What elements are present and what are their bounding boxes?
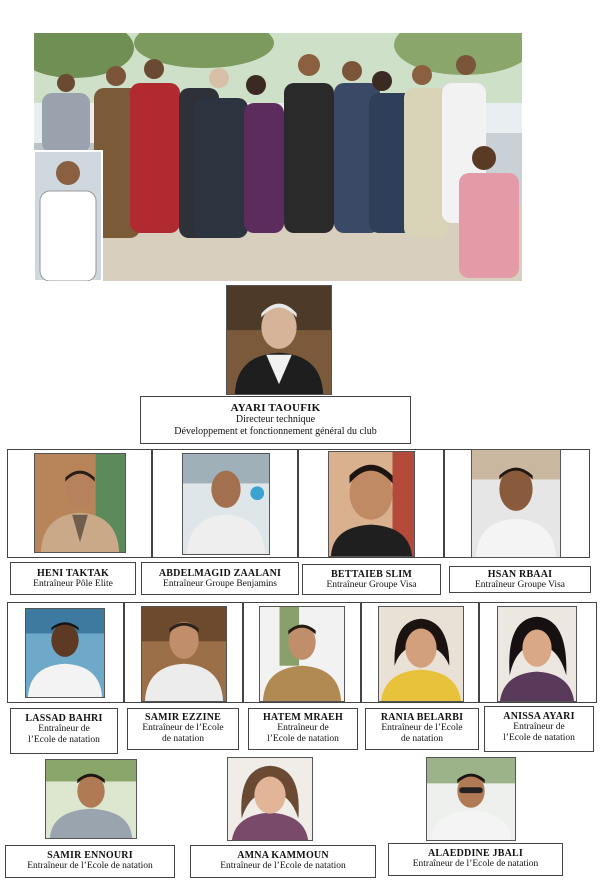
coach-label-3 — [302, 564, 441, 595]
coach-role: Entraîneur Pôle Elite — [33, 579, 113, 590]
coach-label-5 — [10, 708, 118, 754]
coach-label-9 — [484, 706, 594, 752]
coach-label-1 — [10, 562, 136, 595]
coach-role-line1: Entraîneur de l’Ecole — [142, 723, 224, 734]
coach-name: ABDELMAGID ZAALANI — [158, 568, 282, 579]
coach-photo-hatem-mraeh — [259, 606, 345, 702]
group-photo — [34, 33, 522, 281]
coach-name: ALAEDDINE JBALI — [428, 848, 523, 859]
coach-role: Entraîneur Groupe Visa — [474, 580, 565, 591]
coach-name: AMNA KAMMOUN — [237, 850, 329, 861]
director-role-line1: Directeur technique — [235, 414, 316, 426]
coach-role-line1: Entraîneur de — [277, 723, 329, 734]
coach-photo-alaeddine-jbali — [426, 757, 516, 841]
coach-label-12 — [388, 843, 563, 876]
coach-photo-anissa-ayari — [497, 606, 577, 702]
coach-name: HENI TAKTAK — [37, 568, 109, 579]
coach-role-line2: de natation — [401, 733, 443, 744]
coach-role-line2: l’Ecole de natation — [503, 732, 575, 743]
coach-name: LASSAD BAHRI — [25, 713, 103, 724]
coach-role-line2: l’Ecole de natation — [28, 734, 100, 745]
coach-role: Entraîneur Groupe Benjamins — [163, 579, 277, 590]
coach-label-2 — [141, 562, 299, 595]
coach-role: Entraîneur de l’Ecole de natation — [220, 861, 346, 872]
coach-name: RANIA BELARBI — [380, 712, 464, 723]
coach-role-line1: Entraîneur de — [38, 724, 90, 735]
coach-photo-amna-kammoun — [227, 757, 313, 841]
coach-role-line1: Entraîneur de — [513, 722, 565, 733]
coach-role: Entraîneur de l’Ecole de natation — [412, 859, 539, 870]
coach-name: BETTAIEB SLIM — [330, 569, 413, 580]
coach-role: Entraîneur de l’Ecole de natation — [27, 861, 153, 872]
coach-name: HSAN RBAAI — [487, 569, 553, 580]
coach-name: SAMIR ENNOURI — [47, 850, 133, 861]
coach-photo-samir-ezzine — [141, 606, 227, 702]
director-photo — [226, 285, 332, 395]
coach-role-line2: l’Ecole de natation — [267, 733, 339, 744]
coach-photo-bettaieb-slim — [328, 451, 415, 557]
coach-label-7 — [248, 708, 358, 750]
coach-photo-heni-taktak — [34, 453, 126, 553]
coach-photo-hsan-rbaai — [471, 449, 561, 558]
coach-photo-abdelmagid-zaalani — [182, 453, 270, 555]
coach-name: ANISSA AYARI — [503, 711, 575, 722]
coach-photo-rania-belarbi — [378, 606, 464, 702]
coach-role-line1: Entraîneur de l’Ecole — [381, 723, 463, 734]
director-name: AYARI TAOUFIK — [230, 402, 321, 414]
director-label — [140, 396, 411, 444]
coach-label-4 — [449, 566, 591, 593]
director-role-line2: Développement et fonctionnement général du club — [174, 425, 377, 437]
coach-label-11 — [190, 845, 376, 878]
coach-label-6 — [127, 708, 239, 750]
coach-photo-lassad-bahri — [25, 608, 105, 698]
coach-role: Entraîneur Groupe Visa — [326, 580, 417, 591]
coach-photo-samir-ennouri — [45, 759, 137, 839]
coach-name: HATEM MRAEH — [262, 712, 344, 723]
coach-role-line2: de natation — [162, 733, 204, 744]
coach-label-8 — [365, 708, 479, 750]
coach-label-10 — [5, 845, 175, 878]
coach-name: SAMIR EZZINE — [144, 712, 222, 723]
